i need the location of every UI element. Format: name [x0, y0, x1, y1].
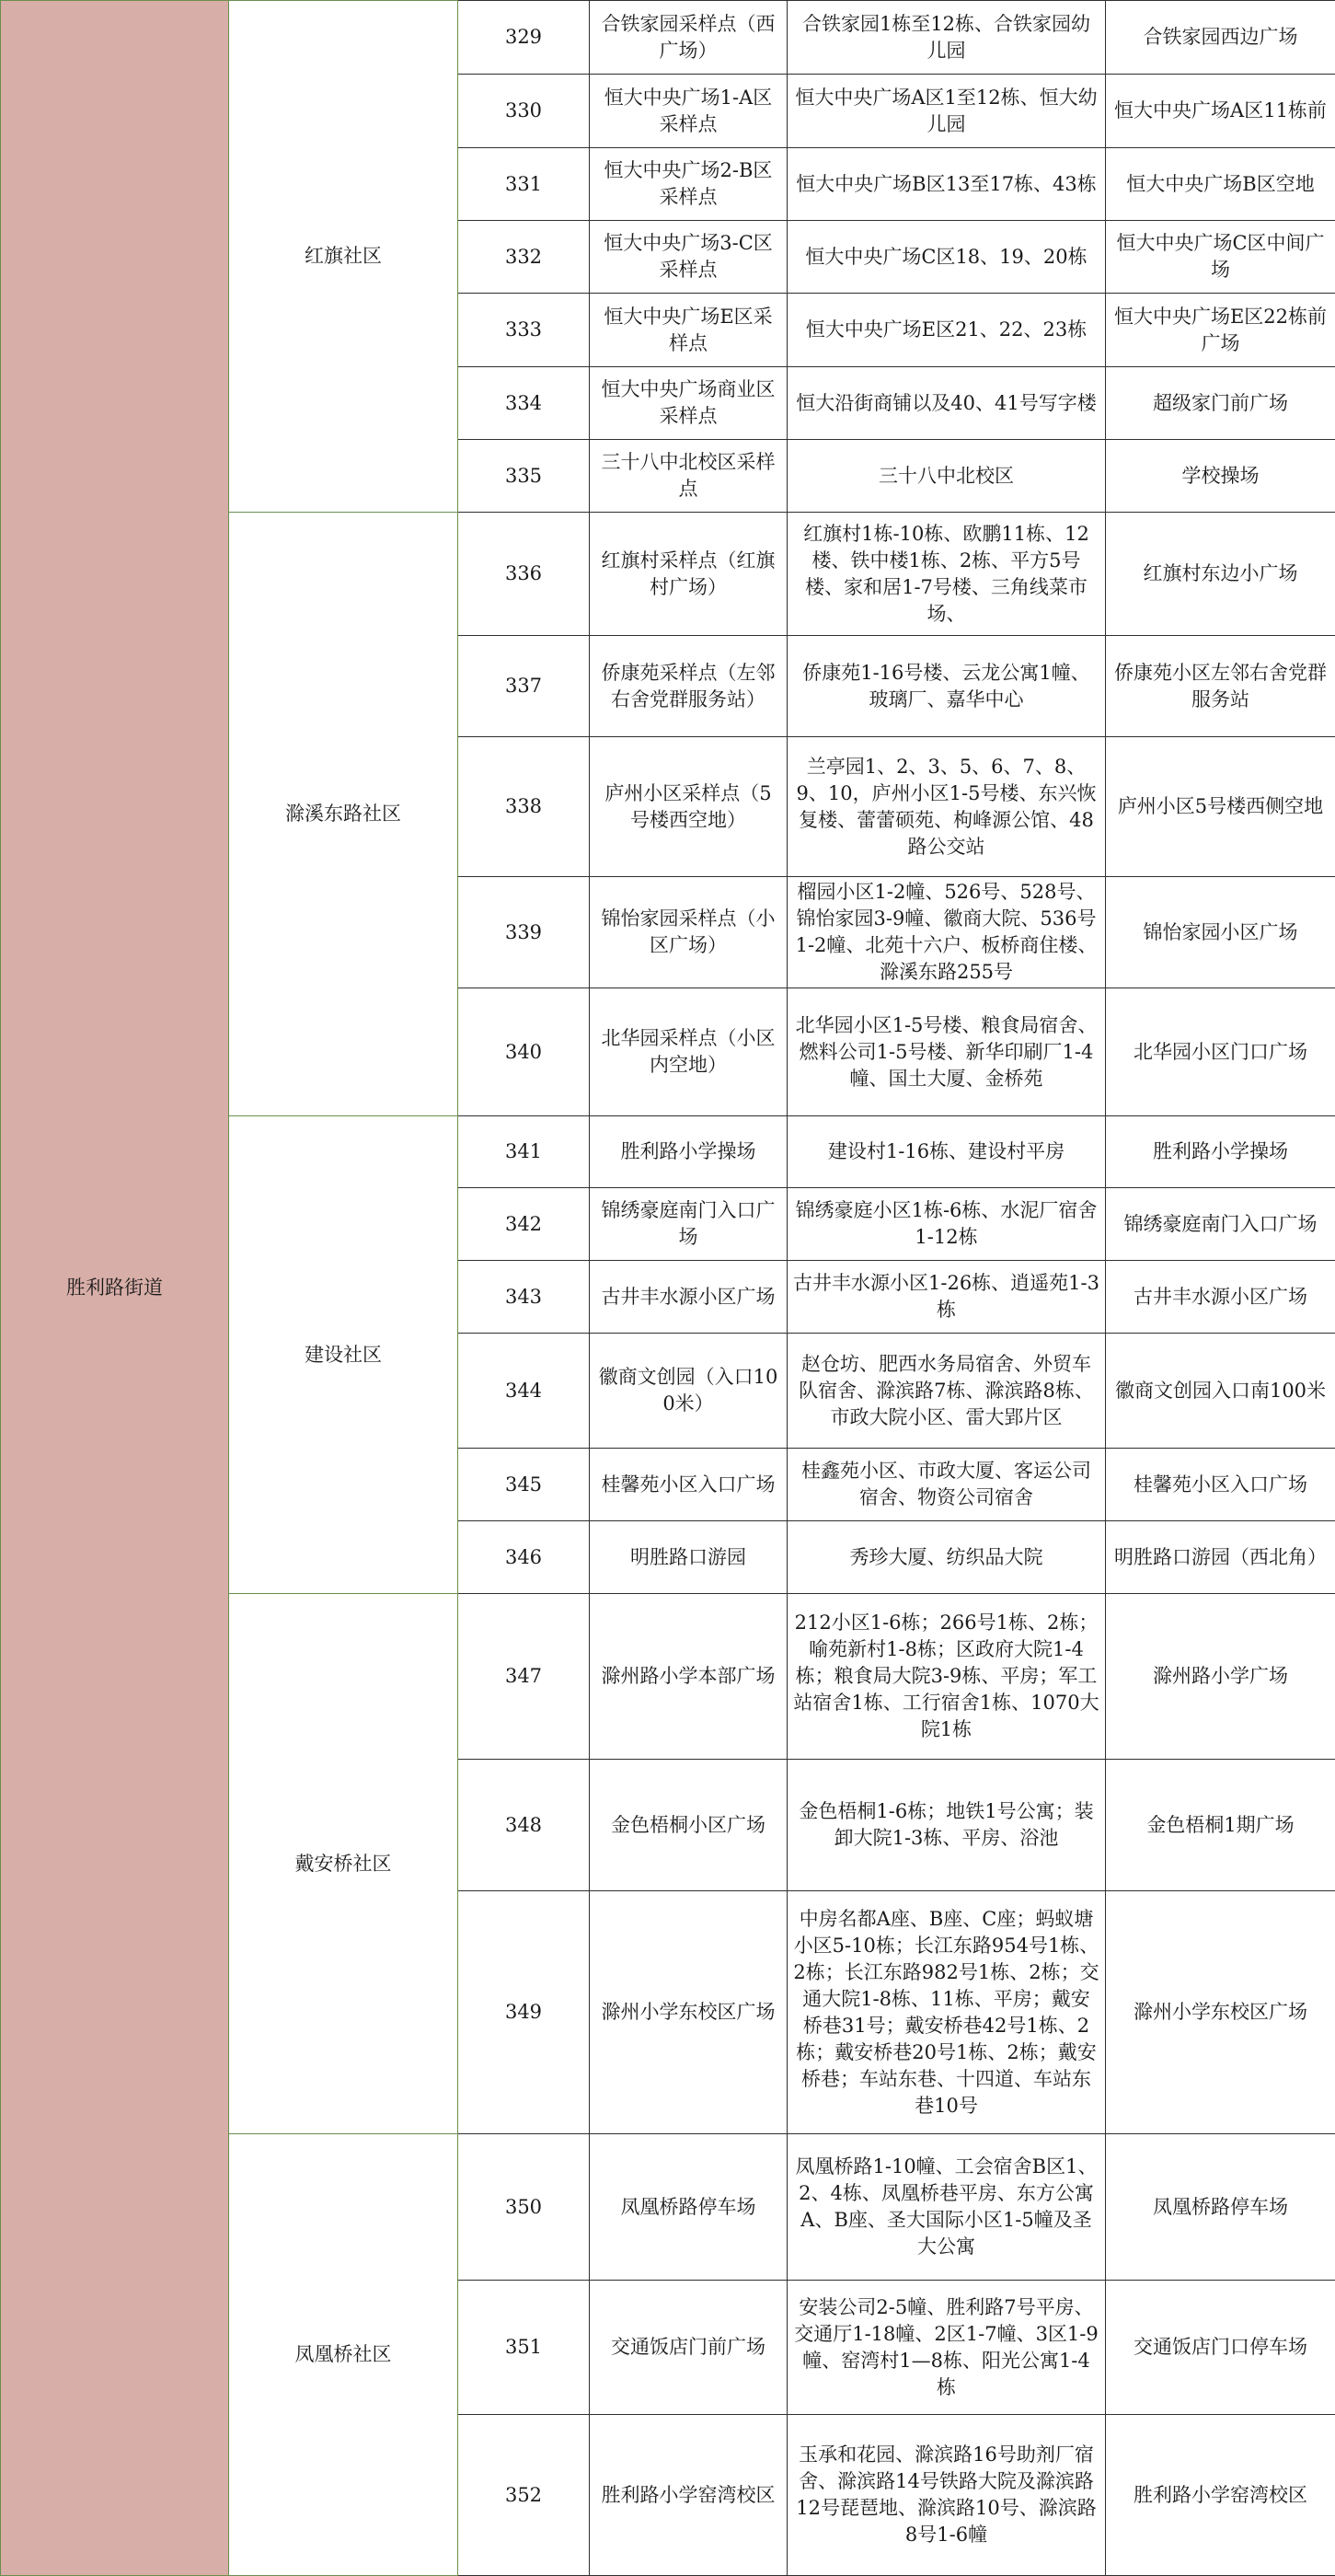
site-location-cell: 徽商文创园入口南100米 — [1106, 1334, 1335, 1449]
site-number-cell: 338 — [458, 737, 590, 877]
site-name-cell: 徽商文创园（入口100米） — [590, 1334, 788, 1449]
site-name-cell: 恒大中央广场E区采样点 — [590, 294, 788, 367]
site-number-cell: 339 — [458, 877, 590, 988]
site-number-cell: 337 — [458, 636, 590, 737]
site-number-cell: 350 — [458, 2134, 590, 2281]
site-location-cell: 侨康苑小区左邻右舍党群服务站 — [1106, 636, 1335, 737]
site-name-cell: 明胜路口游园 — [590, 1521, 788, 1594]
coverage-area-cell: 锦绣豪庭小区1栋-6栋、水泥厂宿舍1-12栋 — [788, 1188, 1106, 1261]
community-name-cell: 红旗社区 — [229, 1, 458, 513]
site-location-cell: 胜利路小学窑湾校区 — [1106, 2415, 1335, 2576]
site-name-cell: 滁州路小学本部广场 — [590, 1594, 788, 1760]
site-number-cell: 345 — [458, 1449, 590, 1521]
site-number-cell: 336 — [458, 513, 590, 636]
site-number-cell: 333 — [458, 294, 590, 367]
site-name-cell: 锦怡家园采样点（小区广场） — [590, 877, 788, 988]
site-name-cell: 北华园采样点（小区内空地） — [590, 988, 788, 1116]
site-number-cell: 341 — [458, 1116, 590, 1188]
site-number-cell: 340 — [458, 988, 590, 1116]
site-name-cell: 锦绣豪庭南门入口广场 — [590, 1188, 788, 1261]
site-location-cell: 恒大中央广场C区中间广场 — [1106, 221, 1335, 294]
community-name-cell: 滁溪东路社区 — [229, 513, 458, 1116]
site-name-cell: 庐州小区采样点（5号楼西空地） — [590, 737, 788, 877]
site-location-cell: 滁州路小学广场 — [1106, 1594, 1335, 1760]
coverage-area-cell: 建设村1-16栋、建设村平房 — [788, 1116, 1106, 1188]
site-number-cell: 352 — [458, 2415, 590, 2576]
site-location-cell: 明胜路口游园（西北角） — [1106, 1521, 1335, 1594]
site-number-cell: 344 — [458, 1334, 590, 1449]
coverage-area-cell: 榴园小区1-2幢、526号、528号、锦怡家园3-9幢、徽商大院、536号1-2幢、北苑十六户、板桥商住楼、滁溪东路255号 — [788, 877, 1106, 988]
site-location-cell: 交通饭店门口停车场 — [1106, 2281, 1335, 2415]
site-number-cell: 332 — [458, 221, 590, 294]
coverage-area-cell: 恒大中央广场E区21、22、23栋 — [788, 294, 1106, 367]
site-number-cell: 349 — [458, 1891, 590, 2134]
site-name-cell: 三十八中北校区采样点 — [590, 440, 788, 513]
site-location-cell: 滁州小学东校区广场 — [1106, 1891, 1335, 2134]
site-location-cell: 恒大中央广场B区空地 — [1106, 148, 1335, 221]
site-number-cell: 346 — [458, 1521, 590, 1594]
coverage-area-cell: 兰亭园1、2、3、5、6、7、8、9、10，庐州小区1-5号楼、东兴恢复楼、蕾蕾硕苑、枸峰源公馆、48路公交站 — [788, 737, 1106, 877]
coverage-area-cell: 恒大中央广场C区18、19、20栋 — [788, 221, 1106, 294]
site-location-cell: 红旗村东边小广场 — [1106, 513, 1335, 636]
coverage-area-cell: 合铁家园1栋至12栋、合铁家园幼儿园 — [788, 1, 1106, 75]
site-name-cell: 桂馨苑小区入口广场 — [590, 1449, 788, 1521]
site-number-cell: 342 — [458, 1188, 590, 1261]
coverage-area-cell: 212小区1-6栋；266号1栋、2栋；喻苑新村1-8栋；区政府大院1-4栋；粮食局大院3-9栋、平房；军工站宿舍1栋、工行宿舍1栋、1070大院1栋 — [788, 1594, 1106, 1760]
site-location-cell: 胜利路小学操场 — [1106, 1116, 1335, 1188]
community-name-cell: 戴安桥社区 — [229, 1594, 458, 2134]
site-number-cell: 343 — [458, 1261, 590, 1334]
coverage-area-cell: 玉承和花园、滁滨路16号助剂厂宿舍、滁滨路14号铁路大院及滁滨路12号琵琶地、滁滨路10号、滁滨路8号1-6幢 — [788, 2415, 1106, 2576]
site-name-cell: 金色梧桐小区广场 — [590, 1760, 788, 1891]
coverage-area-cell: 恒大沿街商铺以及40、41号写字楼 — [788, 367, 1106, 440]
site-location-cell: 北华园小区门口广场 — [1106, 988, 1335, 1116]
site-location-cell: 凤凰桥路停车场 — [1106, 2134, 1335, 2281]
coverage-area-cell: 红旗村1栋-10栋、欧鹏11栋、12楼、铁中楼1栋、2栋、平方5号楼、家和居1-7号楼、三角线菜市场、 — [788, 513, 1106, 636]
coverage-area-cell: 古井丰水源小区1-26栋、逍遥苑1-3栋 — [788, 1261, 1106, 1334]
site-name-cell: 交通饭店门前广场 — [590, 2281, 788, 2415]
community-name-cell: 凤凰桥社区 — [229, 2134, 458, 2576]
site-name-cell: 合铁家园采样点（西广场） — [590, 1, 788, 75]
site-name-cell: 红旗村采样点（红旗村广场） — [590, 513, 788, 636]
site-location-cell: 恒大中央广场E区22栋前广场 — [1106, 294, 1335, 367]
table-row — [1, 1, 1335, 75]
site-number-cell: 335 — [458, 440, 590, 513]
site-location-cell: 合铁家园西边广场 — [1106, 1, 1335, 75]
site-location-cell: 金色梧桐1期广场 — [1106, 1760, 1335, 1891]
site-number-cell: 347 — [458, 1594, 590, 1760]
site-name-cell: 滁州小学东校区广场 — [590, 1891, 788, 2134]
coverage-area-cell: 三十八中北校区 — [788, 440, 1106, 513]
coverage-area-cell: 金色梧桐1-6栋；地铁1号公寓；装卸大院1-3栋、平房、浴池 — [788, 1760, 1106, 1891]
site-name-cell: 恒大中央广场2-B区采样点 — [590, 148, 788, 221]
coverage-area-cell: 中房名都A座、B座、C座；蚂蚁塘小区5-10栋；长江东路954号1栋、2栋；长江东路982号1栋、2栋；交通大院1-8栋、11栋、平房；戴安桥巷31号；戴安桥巷42号1栋、2栋；戴安桥巷20号1栋、2栋；戴安桥巷；车站东巷、十四道、车站东巷10号 — [788, 1891, 1106, 2134]
site-location-cell: 古井丰水源小区广场 — [1106, 1261, 1335, 1334]
coverage-area-cell: 桂鑫苑小区、市政大厦、客运公司宿舍、物资公司宿舍 — [788, 1449, 1106, 1521]
site-location-cell: 超级家门前广场 — [1106, 367, 1335, 440]
site-location-cell: 锦怡家园小区广场 — [1106, 877, 1335, 988]
coverage-area-cell: 恒大中央广场A区1至12栋、恒大幼儿园 — [788, 75, 1106, 148]
site-number-cell: 330 — [458, 75, 590, 148]
site-location-cell: 桂馨苑小区入口广场 — [1106, 1449, 1335, 1521]
site-number-cell: 329 — [458, 1, 590, 75]
site-number-cell: 331 — [458, 148, 590, 221]
site-name-cell: 胜利路小学操场 — [590, 1116, 788, 1188]
site-name-cell: 恒大中央广场商业区采样点 — [590, 367, 788, 440]
site-number-cell: 334 — [458, 367, 590, 440]
coverage-area-cell: 赵仓坊、肥西水务局宿舍、外贸车队宿舍、滁滨路7栋、滁滨路8栋、市政大院小区、雷大郢片区 — [788, 1334, 1106, 1449]
site-number-cell: 351 — [458, 2281, 590, 2415]
street-name-cell: 胜利路街道 — [1, 1, 229, 2576]
coverage-area-cell: 秀珍大厦、纺织品大院 — [788, 1521, 1106, 1594]
site-name-cell: 侨康苑采样点（左邻右舍党群服务站） — [590, 636, 788, 737]
site-name-cell: 胜利路小学窑湾校区 — [590, 2415, 788, 2576]
coverage-area-cell: 侨康苑1-16号楼、云龙公寓1幢、玻璃厂、嘉华中心 — [788, 636, 1106, 737]
community-name-cell: 建设社区 — [229, 1116, 458, 1594]
site-name-cell: 恒大中央广场1-A区采样点 — [590, 75, 788, 148]
site-name-cell: 凤凰桥路停车场 — [590, 2134, 788, 2281]
coverage-area-cell: 凤凰桥路1-10幢、工会宿舍B区1、2、4栋、凤凰桥巷平房、东方公寓A、B座、圣大国际小区1-5幢及圣大公寓 — [788, 2134, 1106, 2281]
site-location-cell: 锦绣豪庭南门入口广场 — [1106, 1188, 1335, 1261]
site-location-cell: 学校操场 — [1106, 440, 1335, 513]
site-name-cell: 恒大中央广场3-C区采样点 — [590, 221, 788, 294]
site-location-cell: 庐州小区5号楼西侧空地 — [1106, 737, 1335, 877]
coverage-area-cell: 安装公司2-5幢、胜利路7号平房、交通厅1-18幢、2区1-7幢、3区1-9幢、窑湾村1—8栋、阳光公寓1-4栋 — [788, 2281, 1106, 2415]
site-location-cell: 恒大中央广场A区11栋前 — [1106, 75, 1335, 148]
table-body — [1, 1, 1335, 2576]
site-number-cell: 348 — [458, 1760, 590, 1891]
coverage-area-cell: 恒大中央广场B区13至17栋、43栋 — [788, 148, 1106, 221]
site-name-cell: 古井丰水源小区广场 — [590, 1261, 788, 1334]
coverage-area-cell: 北华园小区1-5号楼、粮食局宿舍、燃料公司1-5号楼、新华印刷厂1-4幢、国土大厦、金桥苑 — [788, 988, 1106, 1116]
